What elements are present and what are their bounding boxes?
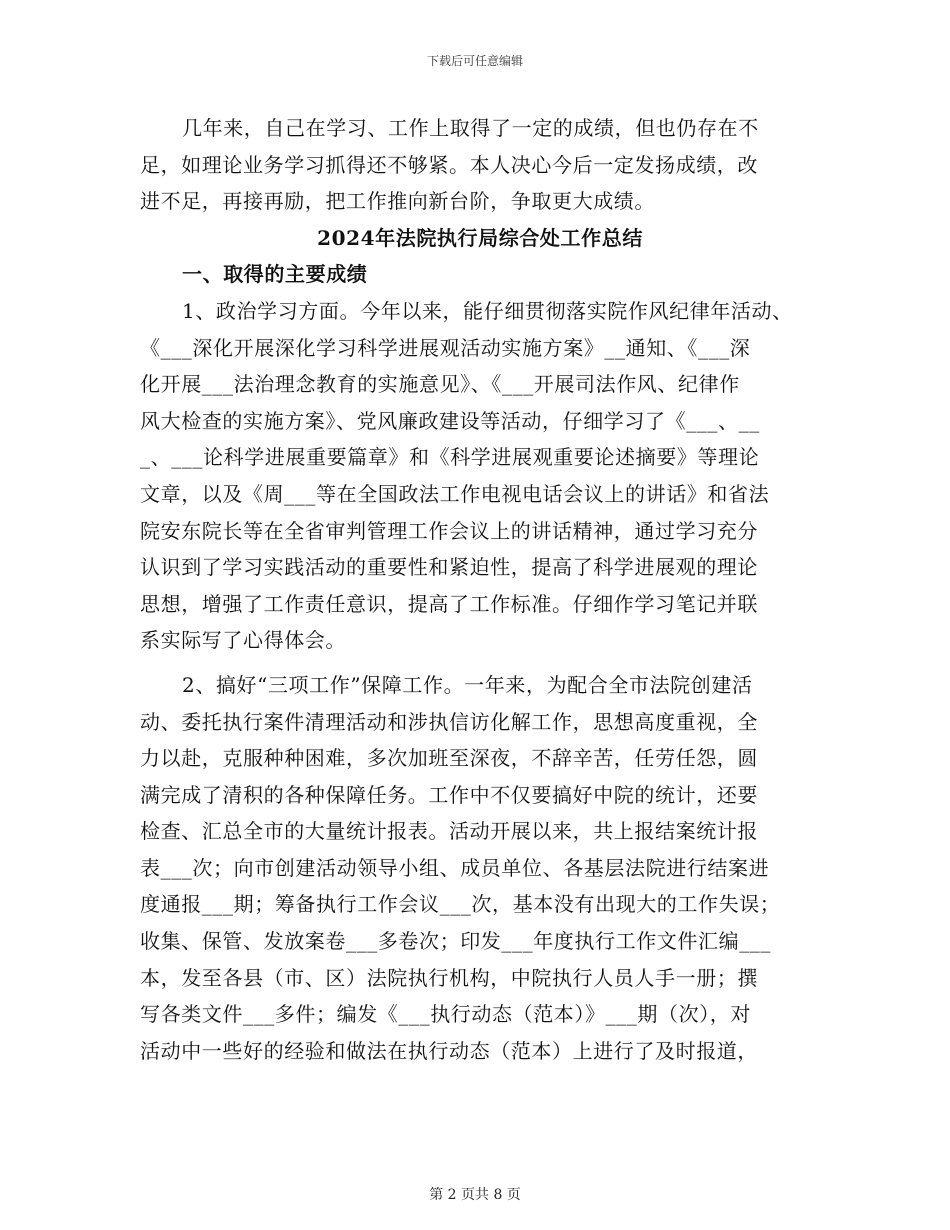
para2-line-11: 活动中一些好的经验和做法在执行动态（范本）上进行了及时报道， [140,1038,758,1063]
intro-line-1: 几年来，自己在学习、工作上取得了一定的成绩，但也仍存在不 [182,116,759,140]
page-footer: 第 2 页共 8 页 [429,1187,521,1203]
document-title: 2024年法院执行局综合处工作总结 [317,225,643,250]
para2-line-7: 度通报___期；筹备执行工作会议___次，基本没有出现大的工作失误； [140,892,781,917]
para2-line-3: 力以赴，克服种种困难，多次加班至深夜，不辞辛苦，任劳任怨，圆 [140,746,758,771]
para1-line-2: 《___深化开展深化学习科学进展观活动实施方案》__通知、《___深 [140,335,751,360]
page-header: 下载后可任意编辑 [426,54,523,68]
para2-line-1: 2、搞好“三项工作”保障工作。一年来，为配合全市法院创建活 [182,672,753,697]
para2-line-10: 写各类文件___多件；编发《___执行动态（范本）》___期（次），对 [140,1002,751,1027]
para2-line-5: 检查、汇总全市的大量统计报表。活动开展以来，共上报结案统计报 [140,819,758,844]
para1-line-3: 化开展___法治理念教育的实施意见》、《___开展司法作风、纪律作 [140,372,740,397]
para1-line-7: 院安东院长等在全省审判管理工作会议上的讲话精神，通过学习充分 [140,518,758,543]
para1-line-5: _、___论科学进展重要篇章》和《科学进展观重要论述摘要》等理论 [140,445,760,470]
para2-line-2: 动、委托执行案件清理活动和涉执信访化解工作，思想高度重视，全 [140,709,758,734]
para1-line-8: 认识到了学习实践活动的重要性和紧迫性，提高了科学进展观的理论 [140,555,758,580]
paragraph-gap [140,659,820,667]
para1-line-1: 1、政治学习方面。今年以来，能仔细贯彻落实院作风纪律年活动、 [182,298,793,323]
para1-line-10: 系实际写了心得体会。 [140,628,346,653]
document-body [140,110,820,1069]
para1-line-6: 文章，以及《周___等在全国政法工作电视电话会议上的讲话》和省法 [140,481,770,506]
para2-line-4: 满完成了清积的各种保障任务。工作中不仅要搞好中院的统计，还要 [140,782,758,807]
para2-line-9: 本，发至各县（市、区）法院执行机构，中院执行人员人手一册；撰 [140,965,758,990]
para2-line-6: 表___次；向市创建活动领导小组、成员单位、各基层法院进行结案进 [140,855,770,880]
intro-line-2: 足，如理论业务学习抓得还不够紧。本人决心今后一定发扬成绩，改 [140,152,758,177]
para2-line-8: 收集、保管、发放案卷___多卷次；印发___年度执行工作文件汇编___ [140,929,771,954]
para1-line-9: 思想，增强了工作责任意识，提高了工作标准。仔细作学习笔记并联 [140,591,758,616]
section-heading: 一、取得的主要成绩 [182,262,368,287]
para1-line-4: 风大检查的实施方案》、党风廉政建设等活动，仔细学习了《___、__ [140,408,760,433]
intro-line-3: 进不足，再接再励，把工作推向新台阶，争取更大成绩。 [140,189,655,214]
